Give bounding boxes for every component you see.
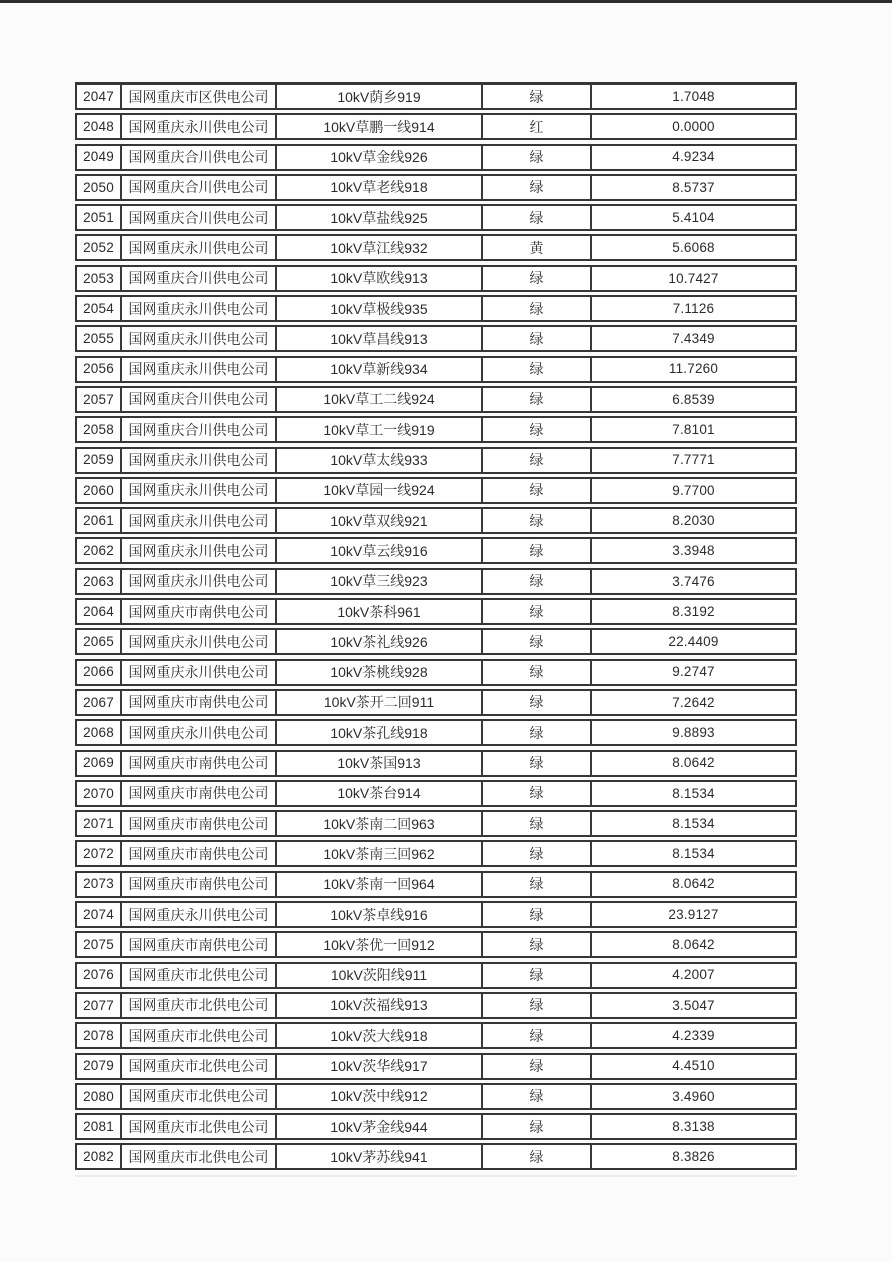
line-name-cell: 10kV茶科961 (277, 600, 483, 623)
table-row (75, 204, 797, 231)
value-cell: 8.3138 (672, 1118, 715, 1134)
serial-number-cell: 2055 (77, 327, 122, 350)
status-color-cell: 绿 (483, 1115, 592, 1138)
status-color-cell: 绿 (483, 479, 592, 502)
value-cell: 8.1534 (672, 815, 715, 831)
serial-number-cell: 2059 (77, 449, 122, 472)
table-row (75, 931, 797, 958)
status-color-cell: 绿 (483, 903, 592, 926)
company-name-cell: 国网重庆市北供电公司 (122, 964, 277, 987)
status-color-cell: 绿 (483, 146, 592, 169)
company-name-cell: 国网重庆永川供电公司 (122, 721, 277, 744)
serial-number-cell: 2051 (77, 206, 122, 229)
value-cell: 7.1126 (672, 300, 715, 316)
status-color-cell: 绿 (483, 630, 592, 653)
value-cell: 8.1534 (672, 785, 715, 801)
serial-number-cell: 2077 (77, 994, 122, 1017)
line-name-cell: 10kV茶优一回912 (277, 933, 483, 956)
value-cell: 8.0642 (672, 755, 715, 771)
status-color-cell: 绿 (483, 933, 592, 956)
serial-number-cell: 2058 (77, 418, 122, 441)
line-name-cell: 10kV茶礼线926 (277, 630, 483, 653)
table-row (75, 840, 797, 867)
company-name-cell: 国网重庆永川供电公司 (122, 630, 277, 653)
status-color-cell: 绿 (483, 418, 592, 441)
value-cell: 7.7771 (672, 452, 715, 468)
serial-number-cell: 2065 (77, 630, 122, 653)
line-name-cell: 10kV茨阳线911 (277, 964, 483, 987)
table-row (75, 416, 797, 443)
line-name-cell: 10kV茨中线912 (277, 1085, 483, 1108)
company-name-cell: 国网重庆市南供电公司 (122, 933, 277, 956)
table-row (75, 477, 797, 504)
value-cell: 4.4510 (672, 1058, 715, 1074)
company-name-cell: 国网重庆市南供电公司 (122, 600, 277, 623)
line-name-cell: 10kV草双线921 (277, 509, 483, 532)
table-row (75, 144, 797, 171)
window-top-edge (0, 0, 892, 3)
line-name-cell: 10kV茨福线913 (277, 994, 483, 1017)
status-color-cell: 绿 (483, 782, 592, 805)
line-name-cell: 10kV茅苏线941 (277, 1145, 483, 1168)
company-name-cell: 国网重庆市南供电公司 (122, 691, 277, 714)
table-bottom-shadow (75, 1175, 797, 1177)
value-cell: 0.0000 (672, 119, 715, 135)
company-name-cell: 国网重庆永川供电公司 (122, 236, 277, 259)
status-color-cell: 绿 (483, 752, 592, 775)
line-name-cell: 10kV草昌线913 (277, 327, 483, 350)
company-name-cell: 国网重庆永川供电公司 (122, 115, 277, 138)
serial-number-cell: 2056 (77, 358, 122, 381)
serial-number-cell: 2075 (77, 933, 122, 956)
value-cell: 3.3948 (672, 543, 715, 559)
status-color-cell: 绿 (483, 964, 592, 987)
table-row (75, 628, 797, 655)
value-cell: 7.4349 (672, 331, 715, 347)
company-name-cell: 国网重庆永川供电公司 (122, 509, 277, 532)
company-name-cell: 国网重庆市北供电公司 (122, 1085, 277, 1108)
value-cell: 9.2747 (672, 664, 715, 680)
line-name-cell: 10kV草金线926 (277, 146, 483, 169)
company-name-cell: 国网重庆市南供电公司 (122, 812, 277, 835)
line-name-cell: 10kV茅金线944 (277, 1115, 483, 1138)
line-name-cell: 10kV茶国913 (277, 752, 483, 775)
line-name-cell: 10kV草新线934 (277, 358, 483, 381)
table-row (75, 1053, 797, 1080)
company-name-cell: 国网重庆永川供电公司 (122, 570, 277, 593)
serial-number-cell: 2052 (77, 236, 122, 259)
status-color-cell: 绿 (483, 661, 592, 684)
serial-number-cell: 2082 (77, 1145, 122, 1168)
value-cell: 8.5737 (672, 179, 715, 195)
value-cell: 6.8539 (672, 391, 715, 407)
company-name-cell: 国网重庆永川供电公司 (122, 539, 277, 562)
table-row (75, 113, 797, 140)
line-name-cell: 10kV草工一线919 (277, 418, 483, 441)
table-row (75, 1022, 797, 1049)
value-cell: 3.7476 (672, 573, 715, 589)
table-row (75, 1113, 797, 1140)
value-cell: 8.3192 (672, 603, 715, 619)
line-name-cell: 10kV茶卓线916 (277, 903, 483, 926)
serial-number-cell: 2066 (77, 661, 122, 684)
line-name-cell: 10kV茨华线917 (277, 1055, 483, 1078)
value-cell: 10.7427 (668, 270, 719, 286)
company-name-cell: 国网重庆永川供电公司 (122, 297, 277, 320)
company-name-cell: 国网重庆市北供电公司 (122, 1145, 277, 1168)
table-row (75, 82, 797, 110)
company-name-cell: 国网重庆永川供电公司 (122, 358, 277, 381)
status-color-cell: 绿 (483, 388, 592, 411)
line-name-cell: 10kV草园一线924 (277, 479, 483, 502)
serial-number-cell: 2069 (77, 752, 122, 775)
table-row (75, 1143, 797, 1170)
power-line-table (75, 82, 797, 1174)
line-name-cell: 10kV茶开二回911 (277, 691, 483, 714)
value-cell: 4.9234 (672, 149, 715, 165)
table-row (75, 234, 797, 261)
serial-number-cell: 2057 (77, 388, 122, 411)
company-name-cell: 国网重庆市南供电公司 (122, 873, 277, 896)
status-color-cell: 绿 (483, 267, 592, 290)
company-name-cell: 国网重庆市北供电公司 (122, 994, 277, 1017)
table-row (75, 962, 797, 989)
line-name-cell: 10kV草鹏一线914 (277, 115, 483, 138)
table-row (75, 537, 797, 564)
company-name-cell: 国网重庆永川供电公司 (122, 449, 277, 472)
status-color-cell: 绿 (483, 176, 592, 199)
serial-number-cell: 2053 (77, 267, 122, 290)
status-color-cell: 绿 (483, 85, 592, 108)
table-row (75, 447, 797, 474)
line-name-cell: 10kV草三线923 (277, 570, 483, 593)
serial-number-cell: 2050 (77, 176, 122, 199)
value-cell: 8.2030 (672, 512, 715, 528)
value-cell: 8.0642 (672, 876, 715, 892)
line-name-cell: 10kV草老线918 (277, 176, 483, 199)
status-color-cell: 绿 (483, 600, 592, 623)
company-name-cell: 国网重庆市南供电公司 (122, 842, 277, 865)
line-name-cell: 10kV草工二线924 (277, 388, 483, 411)
value-cell: 7.2642 (672, 694, 715, 710)
serial-number-cell: 2068 (77, 721, 122, 744)
table-row (75, 568, 797, 595)
line-name-cell: 10kV茶桃线928 (277, 661, 483, 684)
table-row (75, 1083, 797, 1110)
company-name-cell: 国网重庆合川供电公司 (122, 206, 277, 229)
value-cell: 3.5047 (672, 997, 715, 1013)
serial-number-cell: 2073 (77, 873, 122, 896)
company-name-cell: 国网重庆市北供电公司 (122, 1115, 277, 1138)
status-color-cell: 黄 (483, 236, 592, 259)
table-row (75, 356, 797, 383)
line-name-cell: 10kV茶南三回962 (277, 842, 483, 865)
table-row (75, 386, 797, 413)
serial-number-cell: 2048 (77, 115, 122, 138)
value-cell: 11.7260 (668, 361, 719, 377)
company-name-cell: 国网重庆合川供电公司 (122, 267, 277, 290)
company-name-cell: 国网重庆市北供电公司 (122, 1055, 277, 1078)
value-cell: 4.2339 (672, 1027, 715, 1043)
table-row (75, 871, 797, 898)
serial-number-cell: 2062 (77, 539, 122, 562)
serial-number-cell: 2060 (77, 479, 122, 502)
serial-number-cell: 2047 (77, 85, 122, 108)
table-row (75, 325, 797, 352)
company-name-cell: 国网重庆永川供电公司 (122, 661, 277, 684)
company-name-cell: 国网重庆市南供电公司 (122, 752, 277, 775)
status-color-cell: 绿 (483, 358, 592, 381)
serial-number-cell: 2071 (77, 812, 122, 835)
line-name-cell: 10kV茶孔线918 (277, 721, 483, 744)
line-name-cell: 10kV草盐线925 (277, 206, 483, 229)
value-cell: 8.0642 (672, 937, 715, 953)
company-name-cell: 国网重庆合川供电公司 (122, 176, 277, 199)
line-name-cell: 10kV草极线935 (277, 297, 483, 320)
serial-number-cell: 2081 (77, 1115, 122, 1138)
table-row (75, 810, 797, 837)
status-color-cell: 绿 (483, 812, 592, 835)
status-color-cell: 绿 (483, 297, 592, 320)
serial-number-cell: 2078 (77, 1024, 122, 1047)
serial-number-cell: 2049 (77, 146, 122, 169)
table-row (75, 265, 797, 292)
value-cell: 22.4409 (668, 634, 719, 650)
status-color-cell: 绿 (483, 1145, 592, 1168)
status-color-cell: 绿 (483, 1024, 592, 1047)
status-color-cell: 绿 (483, 206, 592, 229)
company-name-cell: 国网重庆合川供电公司 (122, 388, 277, 411)
serial-number-cell: 2079 (77, 1055, 122, 1078)
value-cell: 8.1534 (672, 846, 715, 862)
serial-number-cell: 2076 (77, 964, 122, 987)
line-name-cell: 10kV草江线932 (277, 236, 483, 259)
company-name-cell: 国网重庆合川供电公司 (122, 418, 277, 441)
company-name-cell: 国网重庆永川供电公司 (122, 479, 277, 502)
line-name-cell: 10kV草欧线913 (277, 267, 483, 290)
status-color-cell: 绿 (483, 509, 592, 532)
value-cell: 5.6068 (672, 240, 715, 256)
line-name-cell: 10kV茨大线918 (277, 1024, 483, 1047)
company-name-cell: 国网重庆市区供电公司 (122, 85, 277, 108)
table-row (75, 174, 797, 201)
table-row (75, 659, 797, 686)
value-cell: 3.4960 (672, 1088, 715, 1104)
serial-number-cell: 2054 (77, 297, 122, 320)
line-name-cell: 10kV茶南二回963 (277, 812, 483, 835)
value-cell: 23.9127 (668, 906, 719, 922)
value-cell: 8.3826 (672, 1149, 715, 1165)
company-name-cell: 国网重庆市南供电公司 (122, 782, 277, 805)
value-cell: 9.8893 (672, 724, 715, 740)
table-row (75, 689, 797, 716)
status-color-cell: 绿 (483, 570, 592, 593)
table-row (75, 750, 797, 777)
line-name-cell: 10kV茶台914 (277, 782, 483, 805)
value-cell: 1.7048 (672, 88, 715, 104)
company-name-cell: 国网重庆永川供电公司 (122, 903, 277, 926)
table-row (75, 295, 797, 322)
line-name-cell: 10kV草太线933 (277, 449, 483, 472)
value-cell: 9.7700 (672, 482, 715, 498)
serial-number-cell: 2080 (77, 1085, 122, 1108)
status-color-cell: 绿 (483, 721, 592, 744)
status-color-cell: 红 (483, 115, 592, 138)
status-color-cell: 绿 (483, 842, 592, 865)
serial-number-cell: 2064 (77, 600, 122, 623)
serial-number-cell: 2072 (77, 842, 122, 865)
status-color-cell: 绿 (483, 539, 592, 562)
serial-number-cell: 2074 (77, 903, 122, 926)
company-name-cell: 国网重庆市北供电公司 (122, 1024, 277, 1047)
value-cell: 4.2007 (672, 967, 715, 983)
value-cell: 7.8101 (672, 422, 715, 438)
table-row (75, 780, 797, 807)
status-color-cell: 绿 (483, 449, 592, 472)
line-name-cell: 10kV草云线916 (277, 539, 483, 562)
table-row (75, 598, 797, 625)
table-row (75, 992, 797, 1019)
company-name-cell: 国网重庆永川供电公司 (122, 327, 277, 350)
status-color-cell: 绿 (483, 1055, 592, 1078)
table-row (75, 719, 797, 746)
serial-number-cell: 2070 (77, 782, 122, 805)
serial-number-cell: 2061 (77, 509, 122, 532)
table-row (75, 507, 797, 534)
company-name-cell: 国网重庆合川供电公司 (122, 146, 277, 169)
serial-number-cell: 2063 (77, 570, 122, 593)
line-name-cell: 10kV茶南一回964 (277, 873, 483, 896)
table-row (75, 901, 797, 928)
status-color-cell: 绿 (483, 873, 592, 896)
status-color-cell: 绿 (483, 994, 592, 1017)
value-cell: 5.4104 (672, 209, 715, 225)
status-color-cell: 绿 (483, 691, 592, 714)
status-color-cell: 绿 (483, 327, 592, 350)
status-color-cell: 绿 (483, 1085, 592, 1108)
line-name-cell: 10kV荫乡919 (277, 85, 483, 108)
serial-number-cell: 2067 (77, 691, 122, 714)
